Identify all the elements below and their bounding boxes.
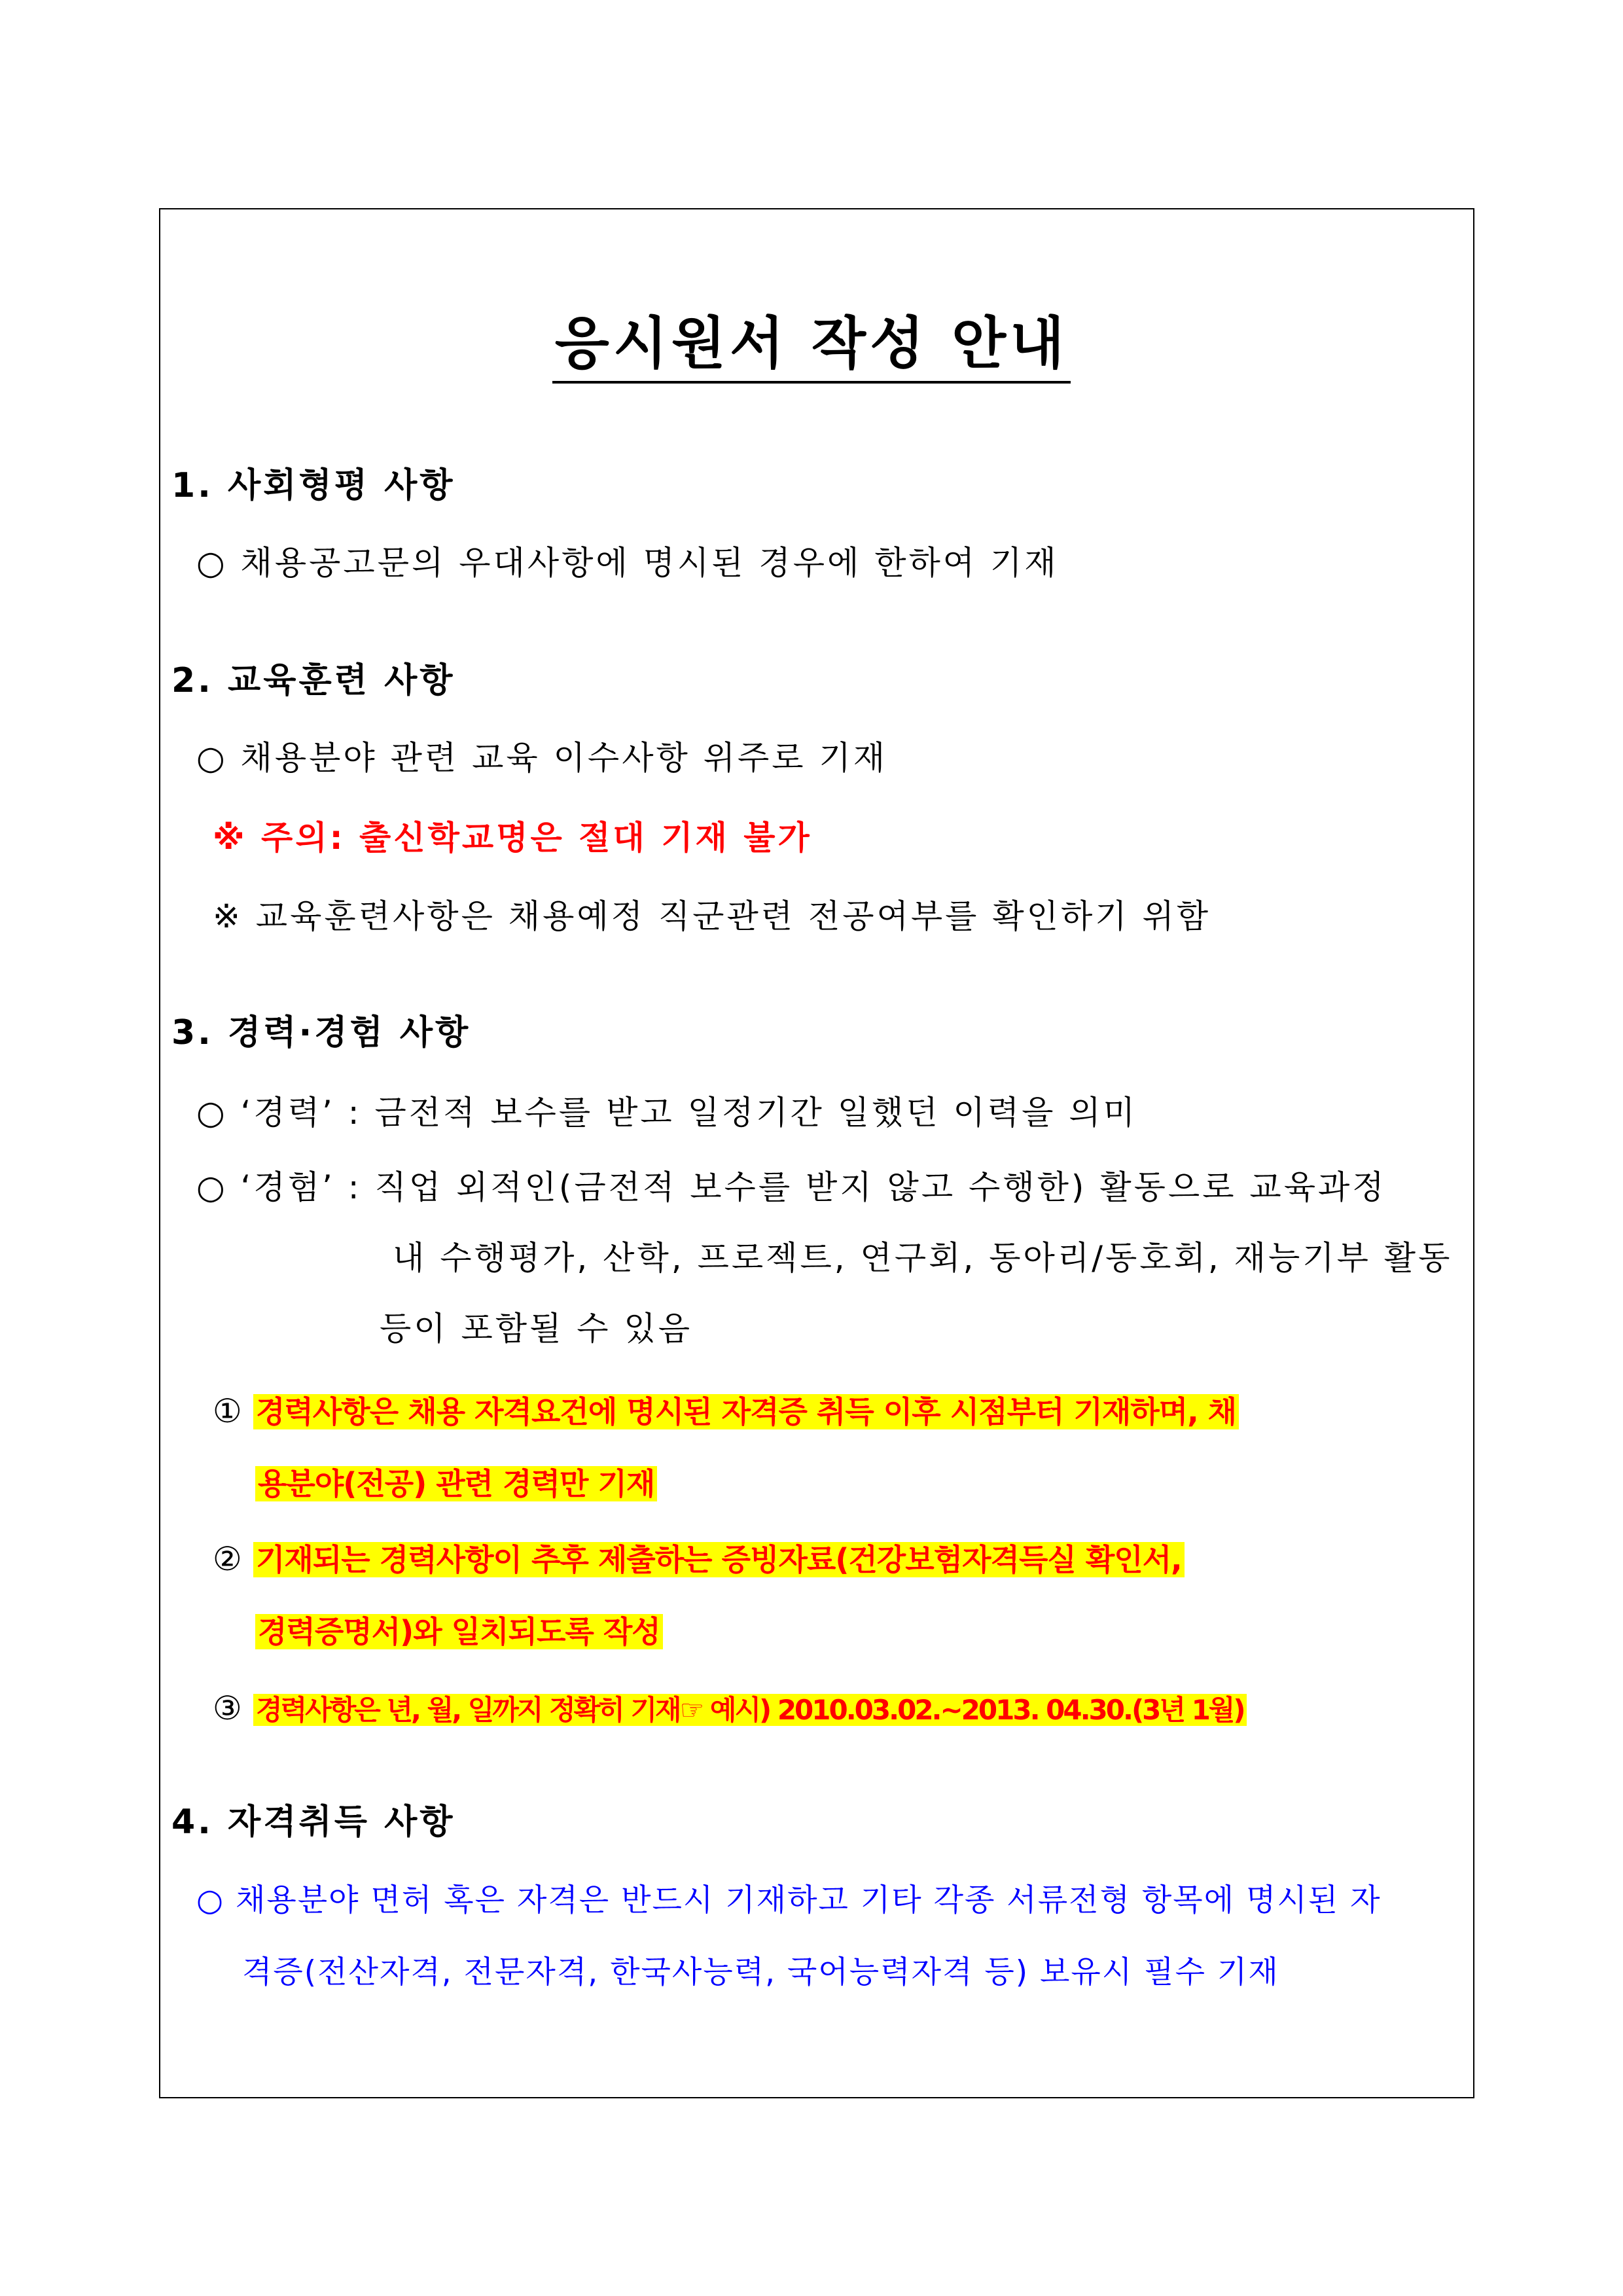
rule-2-text: 기재되는 경력사항이 추후 제출하는 증빙자료(건강보험자격득실 확인서, [253, 1542, 1185, 1577]
experience-definition-line-1: ○ ‘경험’ : 직업 외적인(금전적 보수를 받지 않고 수행한) 활동으로 교육과정 [196, 1168, 1387, 1206]
rule-1-text: 경력사항은 채용 자격요건에 명시된 자격증 취득 이후 시점부터 기재하며, 채 [253, 1394, 1239, 1429]
section-1-item: ○ 채용공고문의 우대사항에 명시된 경우에 한하여 기재 [196, 544, 1059, 582]
section-2-item: ○ 채용분야 관련 교육 이수사항 위주로 기재 [196, 739, 888, 777]
rule-1-marker: ① [213, 1392, 245, 1430]
rule-2-marker: ② [213, 1540, 245, 1578]
section-2-heading: 2. 교육훈련 사항 [171, 661, 455, 700]
section-2-note: ※ 교육훈련사항은 채용예정 직군관련 전공여부를 확인하기 위함 [213, 897, 1211, 935]
rule-2-line-1 [213, 1538, 1185, 1581]
rule-2-line-2 [255, 1610, 663, 1653]
career-definition: ○ ‘경력’ : 금전적 보수를 받고 일정기간 일했던 이력을 의미 [196, 1094, 1137, 1132]
experience-definition-line-2: 내 수행평가, 산학, 프로젝트, 연구회, 동아리/동호회, 재능기부 활동 [393, 1239, 1453, 1277]
page-title-text: 응시원서 작성 안내 [552, 308, 1071, 384]
section-4-item-line-1: ○ 채용분야 면허 혹은 자격은 반드시 기재하고 기타 각종 서류전형 항목에 명시된 자 [196, 1882, 1382, 1918]
section-4-item-line-2: 격증(전산자격, 전문자격, 한국사능력, 국어능력자격 등) 보유시 필수 기재 [242, 1954, 1279, 1990]
rule-1-line-2 [255, 1462, 657, 1505]
rule-3-marker: ③ [213, 1689, 241, 1727]
experience-definition-line-3: 등이 포함될 수 있음 [380, 1310, 693, 1348]
page-title [0, 308, 1623, 384]
rule-3-line-1 [213, 1687, 1247, 1731]
rule-2-text-continued: 경력증명서)와 일치되도록 작성 [255, 1614, 663, 1649]
section-1-heading: 1. 사회형평 사항 [171, 466, 455, 505]
section-3-heading: 3. 경력·경험 사항 [171, 1013, 471, 1052]
section-2-caution: ※ 주의: 출신학교명은 절대 기재 불가 [213, 819, 812, 857]
rule-1-text-continued: 용분야(전공) 관련 경력만 기재 [255, 1466, 657, 1501]
section-4-heading: 4. 자격취득 사항 [171, 1803, 455, 1842]
rule-3-text: 경력사항은 년, 월, 일까지 정확히 기재☞ 예시) 2010.03.02.~2013. 04.30.(3년 1월) [253, 1694, 1247, 1726]
rule-1-line-1 [213, 1390, 1239, 1433]
